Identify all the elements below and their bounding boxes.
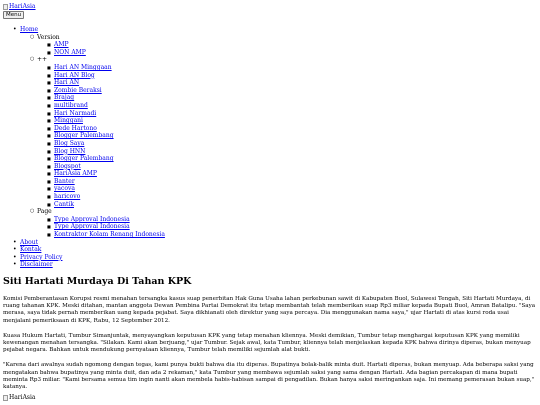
version-link[interactable]: NON AMP: [54, 48, 86, 56]
more-submenu: [54, 64, 165, 208]
more-item: [54, 117, 165, 125]
more-item: [54, 64, 165, 72]
more-link[interactable]: HariAsia AMP: [54, 170, 97, 178]
more-item: [54, 201, 165, 209]
nav-item-version: [37, 34, 165, 57]
more-link[interactable]: Blogspot: [54, 162, 81, 170]
article-title: Siti Hartati Murdaya Di Tahan KPK: [3, 276, 192, 287]
more-item: [54, 102, 165, 110]
page-link[interactable]: Kontraktor Kolam Renang Indonesia: [54, 231, 165, 239]
site-logo[interactable]: [3, 3, 36, 11]
more-link[interactable]: Cantik: [54, 200, 74, 208]
more-link[interactable]: Dede Hartono: [54, 124, 97, 132]
nav-item-page: [37, 208, 165, 238]
more-link[interactable]: yacova: [54, 185, 75, 193]
more-link[interactable]: Hari AN Blog: [54, 71, 95, 79]
article-paragraph: Komisi Pemberantasan Korupsi resmi menahan tersangka kasus suap penerbitan Hak Guna Usaha lahan perkebunan sawit di Kabupaten Buol, Sulawesi Tengah, Siti Hartati Murdaya, di ruang tahanan KPK. Meski ditahan, mantan anggota Dewan Pembina Partai Demokrat itu tetap membantah telah memberikan suap Rp3 miliar kepada Bupati Buol, Amran Batalipu. "Saya merasa, saya tidak pernah memberikan uang kepada pejabat. Saya dikhianati oleh direktur yang saya percaya. Dia menggunakan nama saya," ujar Hartati di atas kursi roda usai menjalani pemeriksaan di KPK, Rabu, 12 September 2012.: [3, 296, 536, 324]
nav-link-kontak[interactable]: Kontak: [20, 246, 42, 254]
more-item: [54, 72, 165, 80]
menu-button[interactable]: Menu: [3, 11, 24, 19]
page-link[interactable]: Type Approval Indonesia: [54, 215, 130, 223]
more-link[interactable]: Hari AN Minggaan: [54, 63, 112, 71]
nav-link-disclaimer[interactable]: Disclaimer: [20, 261, 53, 269]
more-link[interactable]: Minggani: [54, 117, 83, 125]
nav-item-kontak: [20, 246, 165, 254]
more-link[interactable]: Brajag: [54, 94, 75, 102]
nav-item-about: [20, 239, 165, 247]
article: [3, 276, 537, 399]
footer-logo: [3, 394, 36, 402]
more-item: [54, 193, 165, 201]
nav-label-version: Version: [37, 33, 60, 41]
more-link[interactable]: Zombie Beraksi: [54, 86, 102, 94]
more-link[interactable]: Blog HNN: [54, 147, 86, 155]
more-item: [54, 94, 165, 102]
nav-label-page: Page: [37, 208, 52, 216]
page-item: [54, 223, 165, 231]
more-link[interactable]: Hari Narmadi: [54, 109, 97, 117]
more-link[interactable]: Blogger Palembang: [54, 155, 114, 163]
more-item: [54, 79, 165, 87]
more-item: [54, 140, 165, 148]
more-link[interactable]: Banter: [54, 177, 75, 185]
version-submenu: [54, 41, 165, 56]
version-link[interactable]: AMP: [54, 41, 69, 49]
more-item: [54, 163, 165, 171]
nav-item-disclaimer: [20, 261, 165, 269]
version-item: [54, 49, 165, 57]
more-item: [54, 185, 165, 193]
logo-link[interactable]: HariAsia: [9, 3, 36, 10]
more-link[interactable]: Blogger Palembang: [54, 132, 114, 140]
page-item: [54, 231, 165, 239]
nav-link-about[interactable]: About: [20, 238, 39, 246]
nav-link-privacy[interactable]: Privacy Policy: [20, 253, 63, 261]
more-link[interactable]: haricovo: [54, 193, 81, 201]
article-paragraph: Kuasa Hukum Hartati, Tumbur Simanjuntak, menyayangkan keputusan KPK yang tetap menahan kliennya. Meski demikian, Tumbur tetap menghargai keputusan KPK yang memiliki kewenangan menahan tersangka. "Silakan. Kami akan berjuang," ujar Tumbur. Sejak awal, kata Tumbur, kliennya telah menjelaskan kepada KPK bahwa dirinya diperas, bukan menyuap pejabat negara. Bahkan untuk mendukung pernyataan kliennya, Tumbur telah memiliki sejumlah alat bukti.: [3, 332, 531, 354]
more-link[interactable]: Blog Saya: [54, 139, 85, 147]
broken-image-icon: [3, 4, 8, 10]
page-item: [54, 216, 165, 224]
nav-link-home[interactable]: Home: [20, 26, 39, 33]
nav-item-home: [20, 26, 165, 239]
footer-logo-alt: HariAsia: [9, 394, 36, 401]
nav-item-more: [37, 56, 165, 208]
more-item: [54, 87, 165, 95]
more-item: [54, 148, 165, 156]
more-item: [54, 170, 165, 178]
page-link[interactable]: Type Approval Indonesia: [54, 223, 130, 231]
article-paragraph: "Karena dari awalnya sudah ngomong dengan tegas, kami punya bukti bahwa dia itu diperas. Bupatinya bolak-balik minta duit. Hartati diperas, bukan menyuap. Ada beberapa saksi yang mengatakan bahwa bupatinya yang minta duit, dan ada 2 rekaman," kata Tumbur yang membawa sejumlah saksi yang sama dengan Hartati. Ada bagian percakapan di mana bupati meminta Rp3 miliar. "Kami bersama semua tim ingin nanti akan membela habis-habisan sampai di pengadilan. Bukan hanya saksi meringankan saja. Ini memang pemerasan bukan suap," katanya.: [3, 362, 535, 391]
nav-label-more: ++: [37, 56, 48, 64]
more-item: [54, 110, 165, 118]
more-item: [54, 155, 165, 163]
page-submenu: [54, 216, 165, 239]
more-link[interactable]: multibrand: [54, 101, 88, 109]
more-item: [54, 125, 165, 133]
broken-image-icon: [3, 395, 8, 401]
more-item: [54, 178, 165, 186]
more-link[interactable]: Hari AN: [54, 79, 80, 87]
more-item: [54, 132, 165, 140]
main-nav: [20, 26, 165, 269]
nav-submenu: [37, 34, 165, 239]
nav-item-privacy: [20, 254, 165, 262]
version-item: [54, 41, 165, 49]
